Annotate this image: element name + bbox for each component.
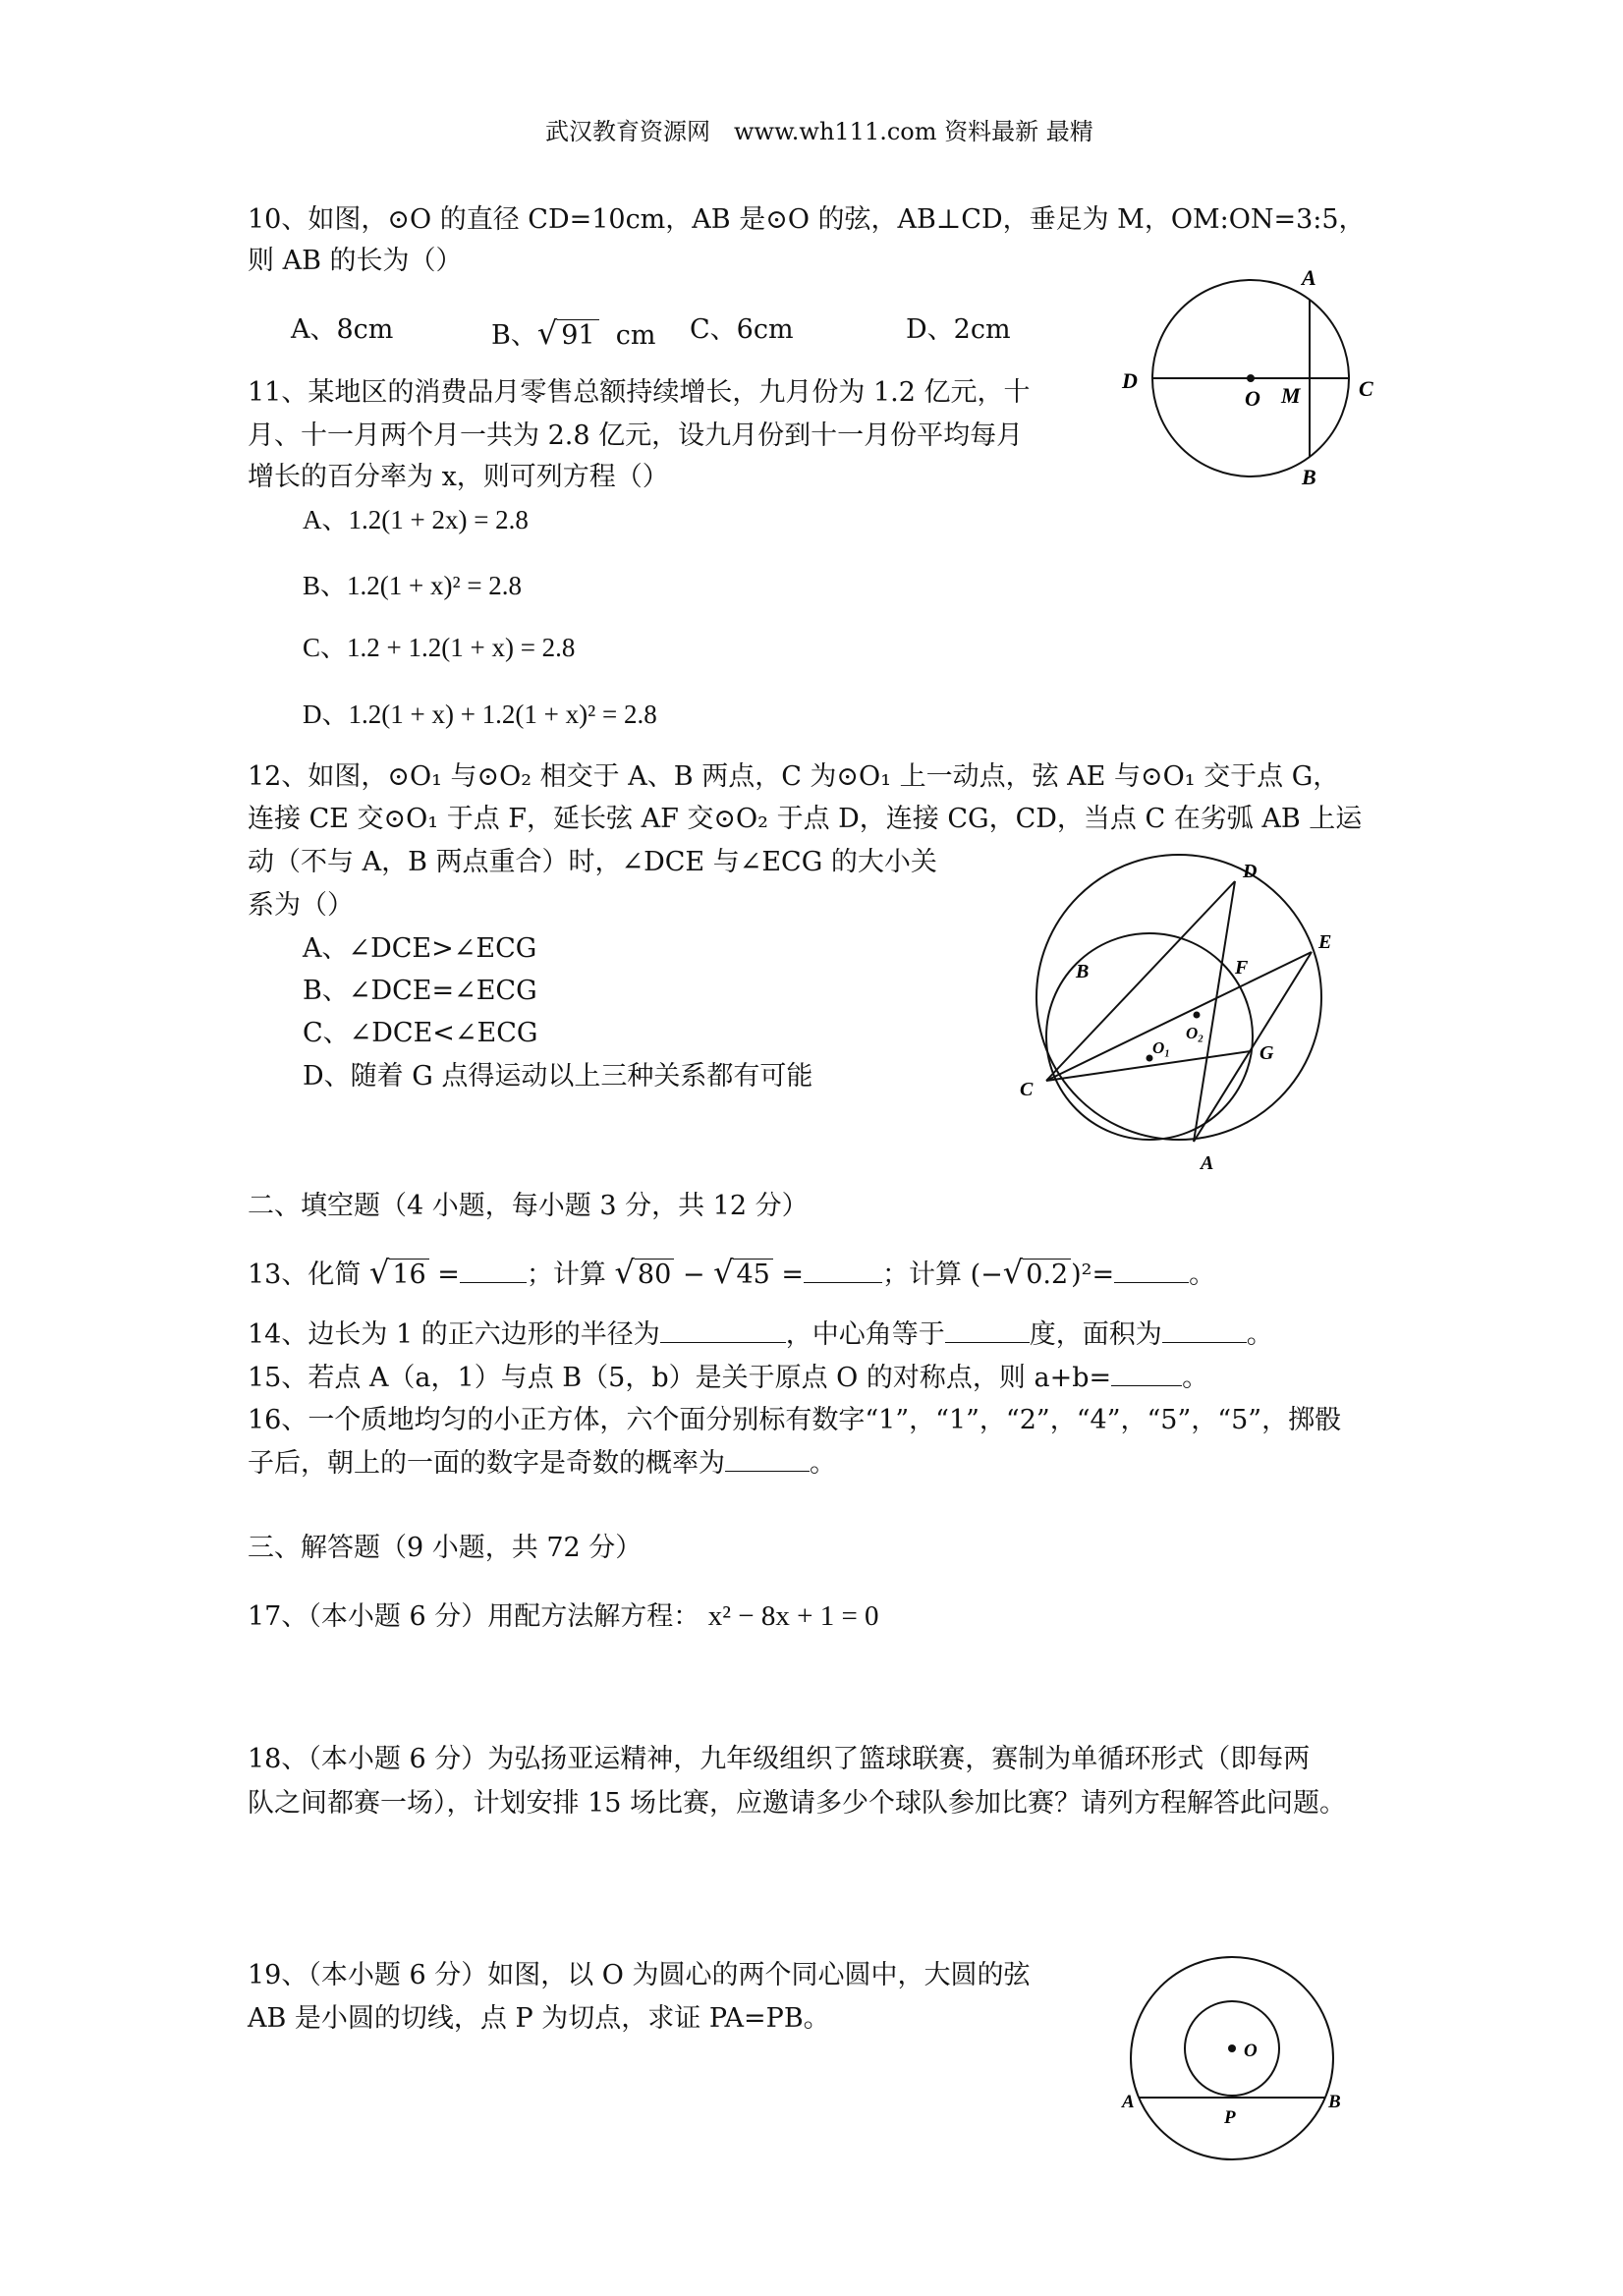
q12-line3: 动（不与 A，B 两点重合）时，∠DCE 与∠ECG 的大小关 — [248, 847, 937, 877]
circle-chord-figure — [1110, 260, 1385, 496]
fig2-label-e: E — [1318, 931, 1332, 953]
fig3-label-o: O — [1244, 2041, 1258, 2061]
q10-option-c: C、6cm — [690, 314, 794, 345]
two-circles-figure — [1002, 850, 1375, 1184]
q12-option-b: B、∠DCE=∠ECG — [303, 976, 537, 1006]
fig2-label-b: B — [1076, 961, 1090, 982]
fig1-label-c: C — [1359, 376, 1373, 401]
q14-blank-3 — [1162, 1320, 1247, 1343]
q15: 15、若点 A（a，1）与点 B（5，b）是关于原点 O 的对称点，则 a+b= 。 — [248, 1363, 1209, 1393]
fig2-label-a: A — [1201, 1152, 1214, 1174]
q13-blank-1 — [460, 1260, 527, 1283]
q12-line4: 系为（） — [248, 890, 354, 921]
fig1-label-m: M — [1281, 383, 1301, 408]
q12-option-a: A、∠DCE>∠ECG — [303, 933, 537, 964]
q10-line1: 10、如图，⊙O 的直径 CD=10cm，AB 是⊙O 的弦，AB⊥CD，垂足为 M，OM:ON=3:5， — [248, 204, 1366, 235]
q13: 13、化简 √ 16 = ；计算 √ 80 − √ 45 = ；计算 (−√ 0.2 )²= 。 — [248, 1254, 1216, 1291]
fig1-label-d: D — [1122, 368, 1138, 393]
fig1-label-o: O — [1245, 386, 1260, 411]
q11-line2: 月、十一月两个月一共为 2.8 亿元，设九月份到十一月份平均每月 — [248, 420, 1024, 451]
fig3-label-p: P — [1224, 2107, 1236, 2128]
q12-option-c: C、∠DCE<∠ECG — [303, 1018, 538, 1048]
q16-blank — [725, 1449, 810, 1472]
concentric-circles-figure — [1110, 1950, 1356, 2176]
fig1-label-a: A — [1302, 265, 1316, 290]
section-2-title: 二、填空题（4 小题，每小题 3 分，共 12 分） — [248, 1191, 809, 1221]
q13-blank-3 — [1114, 1260, 1189, 1283]
q18-line2: 队之间都赛一场），计划安排 15 场比赛，应邀请多少个球队参加比赛？请列方程解答此问题。 — [248, 1788, 1347, 1819]
q14-blank-2 — [945, 1320, 1030, 1343]
fig2-label-f: F — [1235, 957, 1249, 979]
fig2-label-d: D — [1243, 861, 1258, 882]
q10-option-b: B、√ 91 cm — [491, 314, 656, 352]
q11-line3: 增长的百分率为 x，则可列方程（） — [248, 462, 669, 492]
q11-line1: 11、某地区的消费品月零售总额持续增长，九月份为 1.2 亿元，十 — [248, 377, 1031, 408]
q11-option-d: D、1.2(1 + x) + 1.2(1 + x)² = 2.8 — [303, 700, 657, 729]
fig2-label-o2: O₂ — [1186, 1024, 1204, 1042]
fig2-label-o1: O₁ — [1152, 1038, 1171, 1057]
q12-line2: 连接 CE 交⊙O₁ 于点 F，延长弦 AF 交⊙O₂ 于点 D，连接 CG，CD，当点 C 在劣弧 AB 上运 — [248, 804, 1363, 834]
q19-line1: 19、（本小题 6 分）如图，以 O 为圆心的两个同心圆中，大圆的弦 — [248, 1960, 1031, 1990]
q12-option-d: D、随着 G 点得运动以上三种关系都有可能 — [303, 1061, 813, 1092]
q16-line1: 16、一个质地均匀的小正方体，六个面分别标有数字“1”，“1”，“2”，“4”，“5”，“5”，掷骰 — [248, 1405, 1342, 1435]
page-header: 武汉教育资源网 www.wh111.com 资料最新 最精 — [545, 118, 1093, 145]
q11-option-b: B、1.2(1 + x)² = 2.8 — [303, 571, 523, 600]
q10-option-a: A、8cm — [291, 314, 394, 345]
q10-line2: 则 AB 的长为（） — [248, 246, 463, 276]
q19-line2: AB 是小圆的切线，点 P 为切点，求证 PA=PB。 — [248, 2003, 830, 2034]
fig2-label-g: G — [1259, 1042, 1274, 1064]
q12-line1: 12、如图，⊙O₁ 与⊙O₂ 相交于 A、B 两点，C 为⊙O₁ 上一动点，弦 AE 与⊙O₁ 交于点 G， — [248, 761, 1340, 792]
fig3-label-a: A — [1122, 2092, 1135, 2112]
q11-option-a: A、1.2(1 + 2x) = 2.8 — [303, 505, 529, 534]
q14-blank-1 — [660, 1320, 786, 1343]
section-3-title: 三、解答题（9 小题，共 72 分） — [248, 1533, 643, 1563]
q18-line1: 18、（本小题 6 分）为弘扬亚运精神，九年级组织了篮球联赛，赛制为单循环形式（即每两 — [248, 1744, 1311, 1774]
q11-option-c: C、1.2 + 1.2(1 + x) = 2.8 — [303, 633, 576, 662]
fig3-label-b: B — [1328, 2092, 1341, 2112]
q14: 14、边长为 1 的正六边形的半径为 ，中心角等于 度，面积为 。 — [248, 1319, 1273, 1350]
q13-blank-2 — [804, 1260, 882, 1283]
q10-option-d: D、2cm — [906, 314, 1011, 345]
q17: 17、（本小题 6 分）用配方法解方程： x² − 8x + 1 = 0 — [248, 1600, 879, 1632]
fig2-label-c: C — [1020, 1079, 1034, 1100]
fig1-label-b: B — [1302, 465, 1316, 489]
q16-line2: 子后，朝上的一面的数字是奇数的概率为 。 — [248, 1448, 836, 1479]
q15-blank — [1111, 1364, 1182, 1386]
